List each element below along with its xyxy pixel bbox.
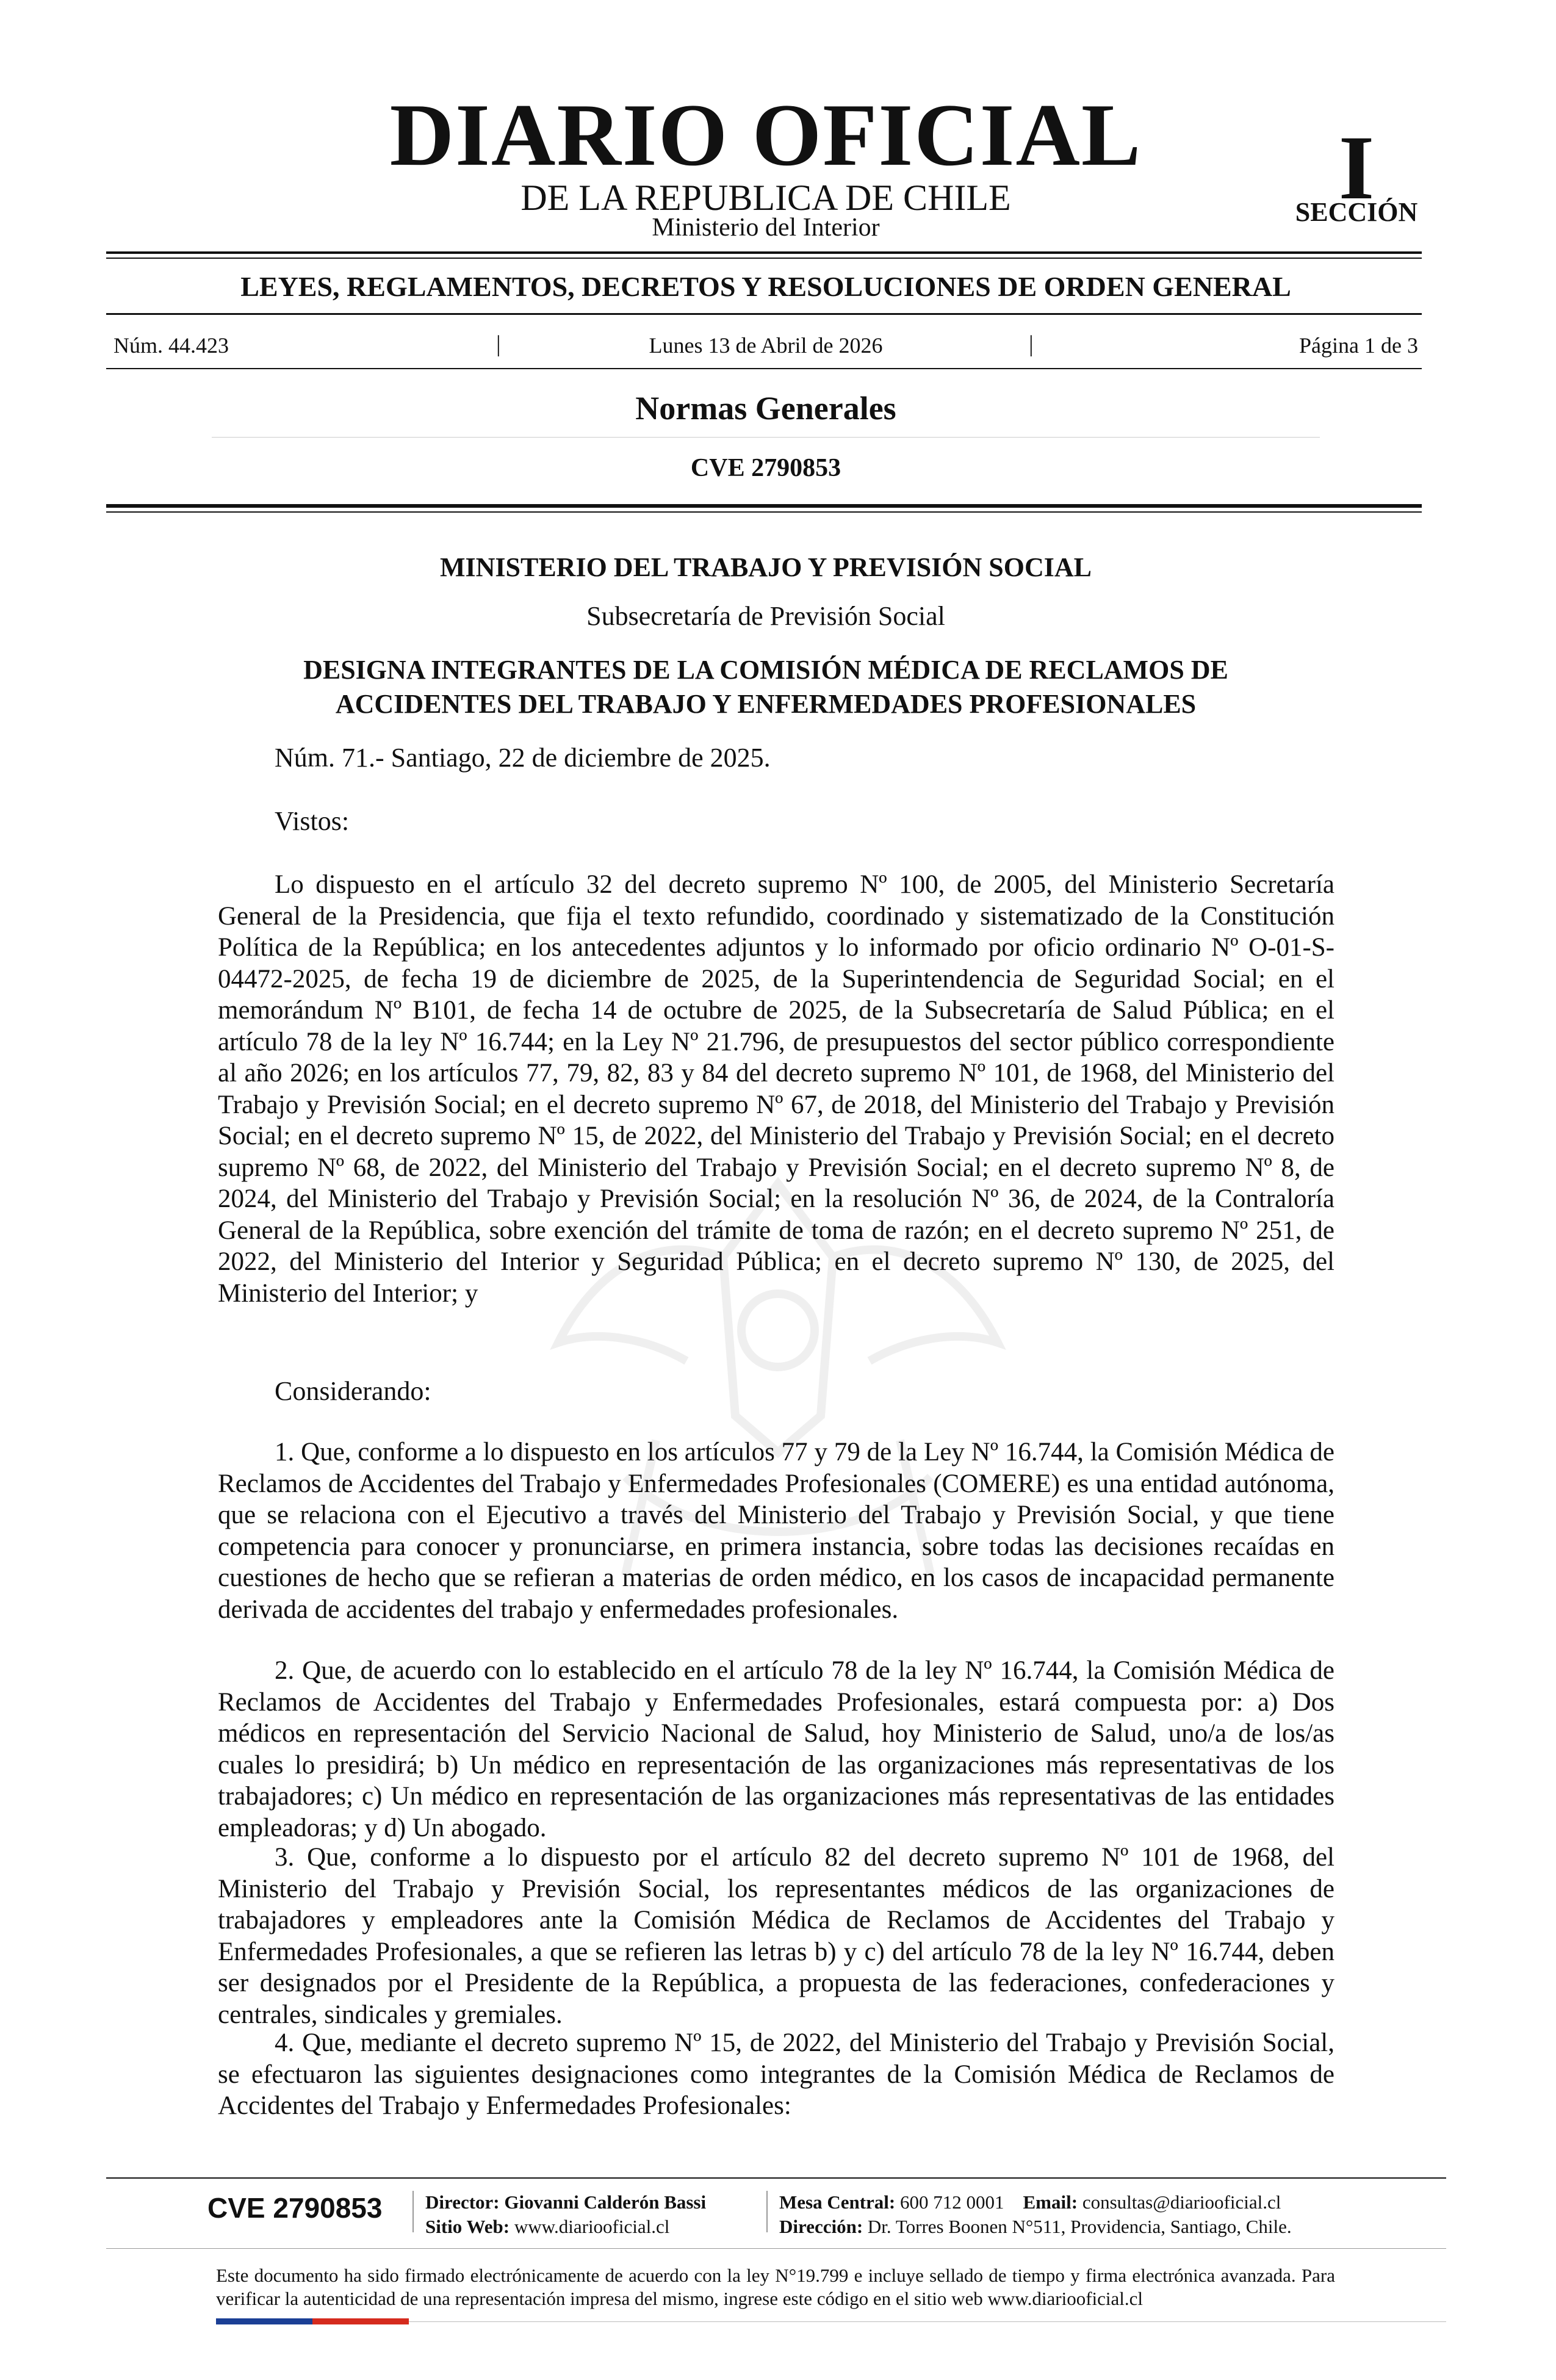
document-subsecretaria: Subsecretaría de Previsión Social [586,601,945,631]
document-title [183,653,1349,721]
footer-direccion-label: Dirección: [779,2216,863,2237]
flag-stripe-red [312,2318,409,2324]
footer-email-label: Email: [1023,2191,1078,2213]
document-title-line: DESIGNA INTEGRANTES DE LA COMISIÓN MÉDICA DE RECLAMOS DE [303,655,1228,685]
edition-rule [106,368,1422,369]
footer-web [425,2217,669,2236]
section-label: SECCIÓN [1295,197,1418,227]
footer-web-link[interactable]: www.diariooficial.cl [514,2216,670,2237]
document-title-line: ACCIDENTES DEL TRABAJO Y ENFERMEDADES PROFESIONALES [335,689,1197,719]
footer-director-value: Giovanni Calderón Bassi [504,2191,707,2213]
footer-direccion [779,2217,1292,2236]
document-number: Núm. 71.- Santiago, 22 de diciembre de 2025. [275,743,771,773]
document-ministry: MINISTERIO DEL TRABAJO Y PREVISIÓN SOCIAL [439,552,1092,582]
footer-director [425,2193,706,2212]
header-rule-thin [106,511,1422,513]
edition-date: Lunes 13 de Abril de 2026 [649,333,883,358]
footer-divider [766,2191,768,2232]
edition-page: Página 1 de 3 [1299,333,1418,358]
considerando-paragraph: 2. Que, de acuerdo con lo establecido en el artículo 78 de la ley Nº 16.744, la Comisión Médica de Reclamos de Accidentes del Trabajo y Enfermedades Profesionales, estará compuesta por: a) Dos médicos en representación del Servicio Nacional de Salud, hoy Ministerio de Salud, uno/a de los/as cuales lo presidirá; b) Un médico en representación de las organizaciones más representativas de los trabajadores; c) Un médico en representación de las organizaciones más representativas de las entidades empleadoras; y d) Un abogado. [218,1656,1334,1842]
footer-rule-top [106,2177,1446,2179]
considerando-paragraph: 3. Que, conforme a lo dispuesto por el artículo 82 del decreto supremo Nº 101 de 1968, del Ministerio del Trabajo y Previsión Social, los representantes médicos de las organizaciones de trabajadores y empleadores ante la Comisión Médica de Reclamos de Accidentes del Trabajo y Enfermedades Profesionales, a que se refieren las letras b) y c) del artículo 78 de la ley Nº 16.744, deben ser designados por el Presidente de la República, a propuesta de las federaciones, confederaciones y centrales, sindicales y gremiales. [218,1843,1334,2029]
vistos-heading: Vistos: [275,806,350,836]
flag-stripe-blue [216,2318,312,2324]
edition-separator: | [1029,331,1034,357]
considerando-heading: Considerando: [275,1376,431,1406]
footer-mesa-value: 600 712 0001 [900,2191,1004,2213]
cve-heading: CVE 2790853 [690,454,841,482]
masthead-subtitle: DE LA REPUBLICA DE CHILE [520,178,1011,218]
footer-divider [412,2191,414,2232]
edition-number: Núm. 44.423 [113,333,229,358]
masthead-title: DIARIO OFICIAL [389,85,1142,184]
considerando-paragraph: 4. Que, mediante el decreto supremo Nº 15, de 2022, del Ministerio del Trabajo y Previsión Social, se efectuaron las siguientes designaciones como integrantes de la Comisión Médica de Reclamos de Accidentes del Trabajo y Enfermedades Profesionales: [218,2028,1334,2120]
section-heading-rule [212,437,1320,438]
footer-rule-mid [106,2248,1446,2249]
vistos-paragraph: Lo dispuesto en el artículo 32 del decreto supremo Nº 100, de 2005, del Ministerio Secretaría General de la Presidencia, que fija el texto refundido, coordinado y sistematizado de la Constitución Política de la República; en los antecedentes adjuntos y lo informado por oficio ordinario Nº O-01-S-04472-2025, de fecha 19 de diciembre de 2025, de la Superintendencia de Seguridad Social; en el memorándum Nº B101, de fecha 14 de octubre de 2025, de la Subsecretaría de Salud Pública; en el artículo 78 de la ley Nº 16.744; en la Ley Nº 21.796, de presupuestos del sector público correspondiente al año 2026; en los artículos 77, 79, 82, 83 y 84 del decreto supremo Nº 101, de 1968, del Ministerio del Trabajo y Previsión Social; en el decreto supremo Nº 67, de 2018, del Ministerio del Trabajo y Previsión Social; en el decreto supremo Nº 15, de 2022, del Ministerio del Trabajo y Previsión Social; en el decreto supremo Nº 68, de 2022, del Ministerio del Trabajo y Previsión Social; en el decreto supremo Nº 8, de 2024, del Ministerio del Trabajo y Previsión Social; en la resolución Nº 36, de 2024, de la Contraloría General de la República, sobre exención del trámite de toma de razón; en el decreto supremo Nº 251, de 2022, del Ministerio del Interior y Seguridad Pública; en el decreto supremo Nº 130, de 2025, del Ministerio del Interior; y [218,870,1334,1308]
considerando-paragraph: 1. Que, conforme a lo dispuesto en los artículos 77 y 79 de la Ley Nº 16.744, la Comisión Médica de Reclamos de Accidentes del Trabajo y Enfermedades Profesionales (COMERE) es una entidad autónoma, que se relaciona con el Ejecutivo a través del Ministerio del Trabajo y Previsión Social, y que tiene competencia para conocer y pronunciarse, en primera instancia, sobre todas las decisiones recaídas en cuestiones de hecho que se refieran a materias de orden médico, en los casos de incapacidad permanente derivada de accidentes del trabajo y enfermedades profesionales. [218,1438,1334,1624]
edition-separator: | [496,331,501,357]
masthead-rule-mid [106,313,1422,315]
section-heading: Normas Generales [635,390,896,427]
footer-rule-bottom [409,2321,1446,2322]
footer-mesa [779,2193,1281,2212]
footer-direccion-value: Dr. Torres Boonen N°511, Providencia, Santiago, Chile. [867,2216,1292,2237]
footer-web-label: Sitio Web: [425,2216,510,2237]
footer-director-label: Director: [425,2191,500,2213]
masthead-rule-top [106,251,1422,254]
footer-mesa-label: Mesa Central: [779,2191,896,2213]
masthead-category: LEYES, REGLAMENTOS, DECRETOS Y RESOLUCIONES DE ORDEN GENERAL [240,271,1291,302]
header-rule-thick [106,504,1422,508]
footer-cve: CVE 2790853 [207,2192,383,2224]
footer-email-link[interactable]: consultas@diariooficial.cl [1082,2191,1281,2213]
masthead-rule-top-thin [106,258,1422,259]
section-numeral: I [1338,117,1375,218]
masthead-ministry: Ministerio del Interior [652,214,880,242]
footer-legal-text: Este documento ha sido firmado electrónicamente de acuerdo con la ley N°19.799 e incluye sellado de tiempo y firma electrónica avanzada. Para verificar la autenticidad de una representación impresa del mismo, ingrese este código en el sitio web www.diariooficial.cl [216,2265,1335,2309]
